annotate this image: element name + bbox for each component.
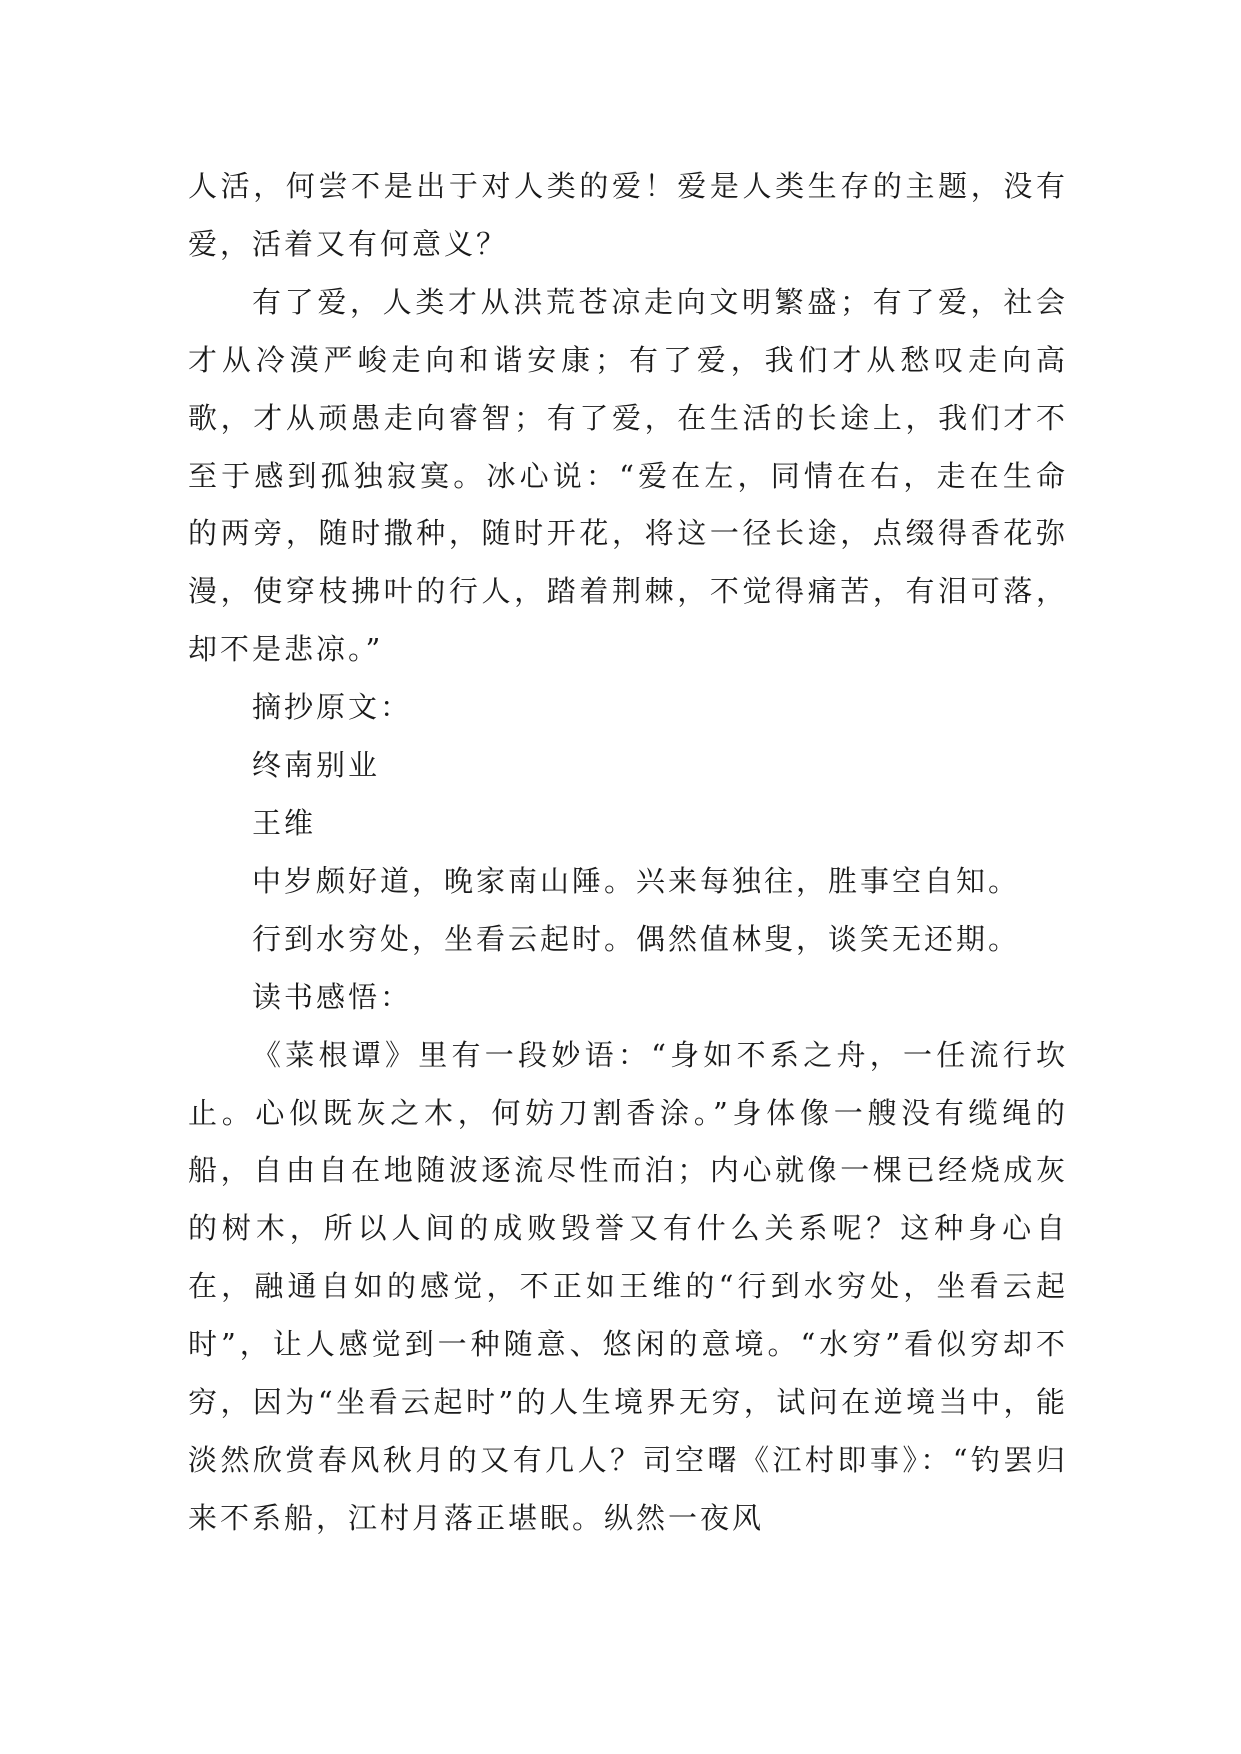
- poem-line-1: 中岁颇好道，晚家南山陲。兴来每独往，胜事空自知。: [252, 863, 1021, 898]
- poem-title: 终南别业: [252, 748, 381, 783]
- paragraph-love-meaning: 人活，何尝不是出于对人类的爱！爱是人类生存的主题，没有爱，活着又有何意义？: [188, 169, 1068, 261]
- body-text: [188, 158, 1068, 1548]
- paragraph-with-love: 有了爱，人类才从洪荒苍凉走向文明繁盛；有了爱，社会才从冷漠严峻走向和谐安康；有了爱，我们才从愁叹走向高歌，才从顽愚走向睿智；有了爱，在生活的长途上，我们才不至于感到孤独寂寞。冰心说：“爱在左，同情在右，走在生命的两旁，随时撒种，随时开花，将这一径长途，点缀得香花弥漫，使穿枝拂叶的行人，踏着荆棘，不觉得痛苦，有泪可落，却不是悲凉。”: [188, 284, 1068, 667]
- poem-line-2: 行到水穷处，坐看云起时。偶然值林叟，谈笑无还期。: [252, 921, 1021, 956]
- paragraph-reflection: 《菜根谭》里有一段妙语：“身如不系之舟，一任流行坎止。心似既灰之木，何妨刀割香涂。”身体像一艘没有缆绳的船，自由自在地随波逐流尽性而泊；内心就像一棵已经烧成灰的树木，所以人间的成败毁誉又有什么关系呢？这种身心自在，融通自如的感觉，不正如王维的“行到水穷处，坐看云起时”，让人感觉到一种随意、悠闲的意境。“水穷”看似穷却不穷，因为“坐看云起时”的人生境界无穷，试问在逆境当中，能淡然欣赏春风秋月的又有几人？司空曙《江村即事》：“钓罢归来不系船，江村月落正堪眠。纵然一夜风: [188, 1037, 1068, 1535]
- reflection-heading: 读书感悟：: [252, 979, 413, 1014]
- poem-author: 王维: [252, 805, 317, 840]
- excerpt-heading: 摘抄原文：: [252, 690, 413, 725]
